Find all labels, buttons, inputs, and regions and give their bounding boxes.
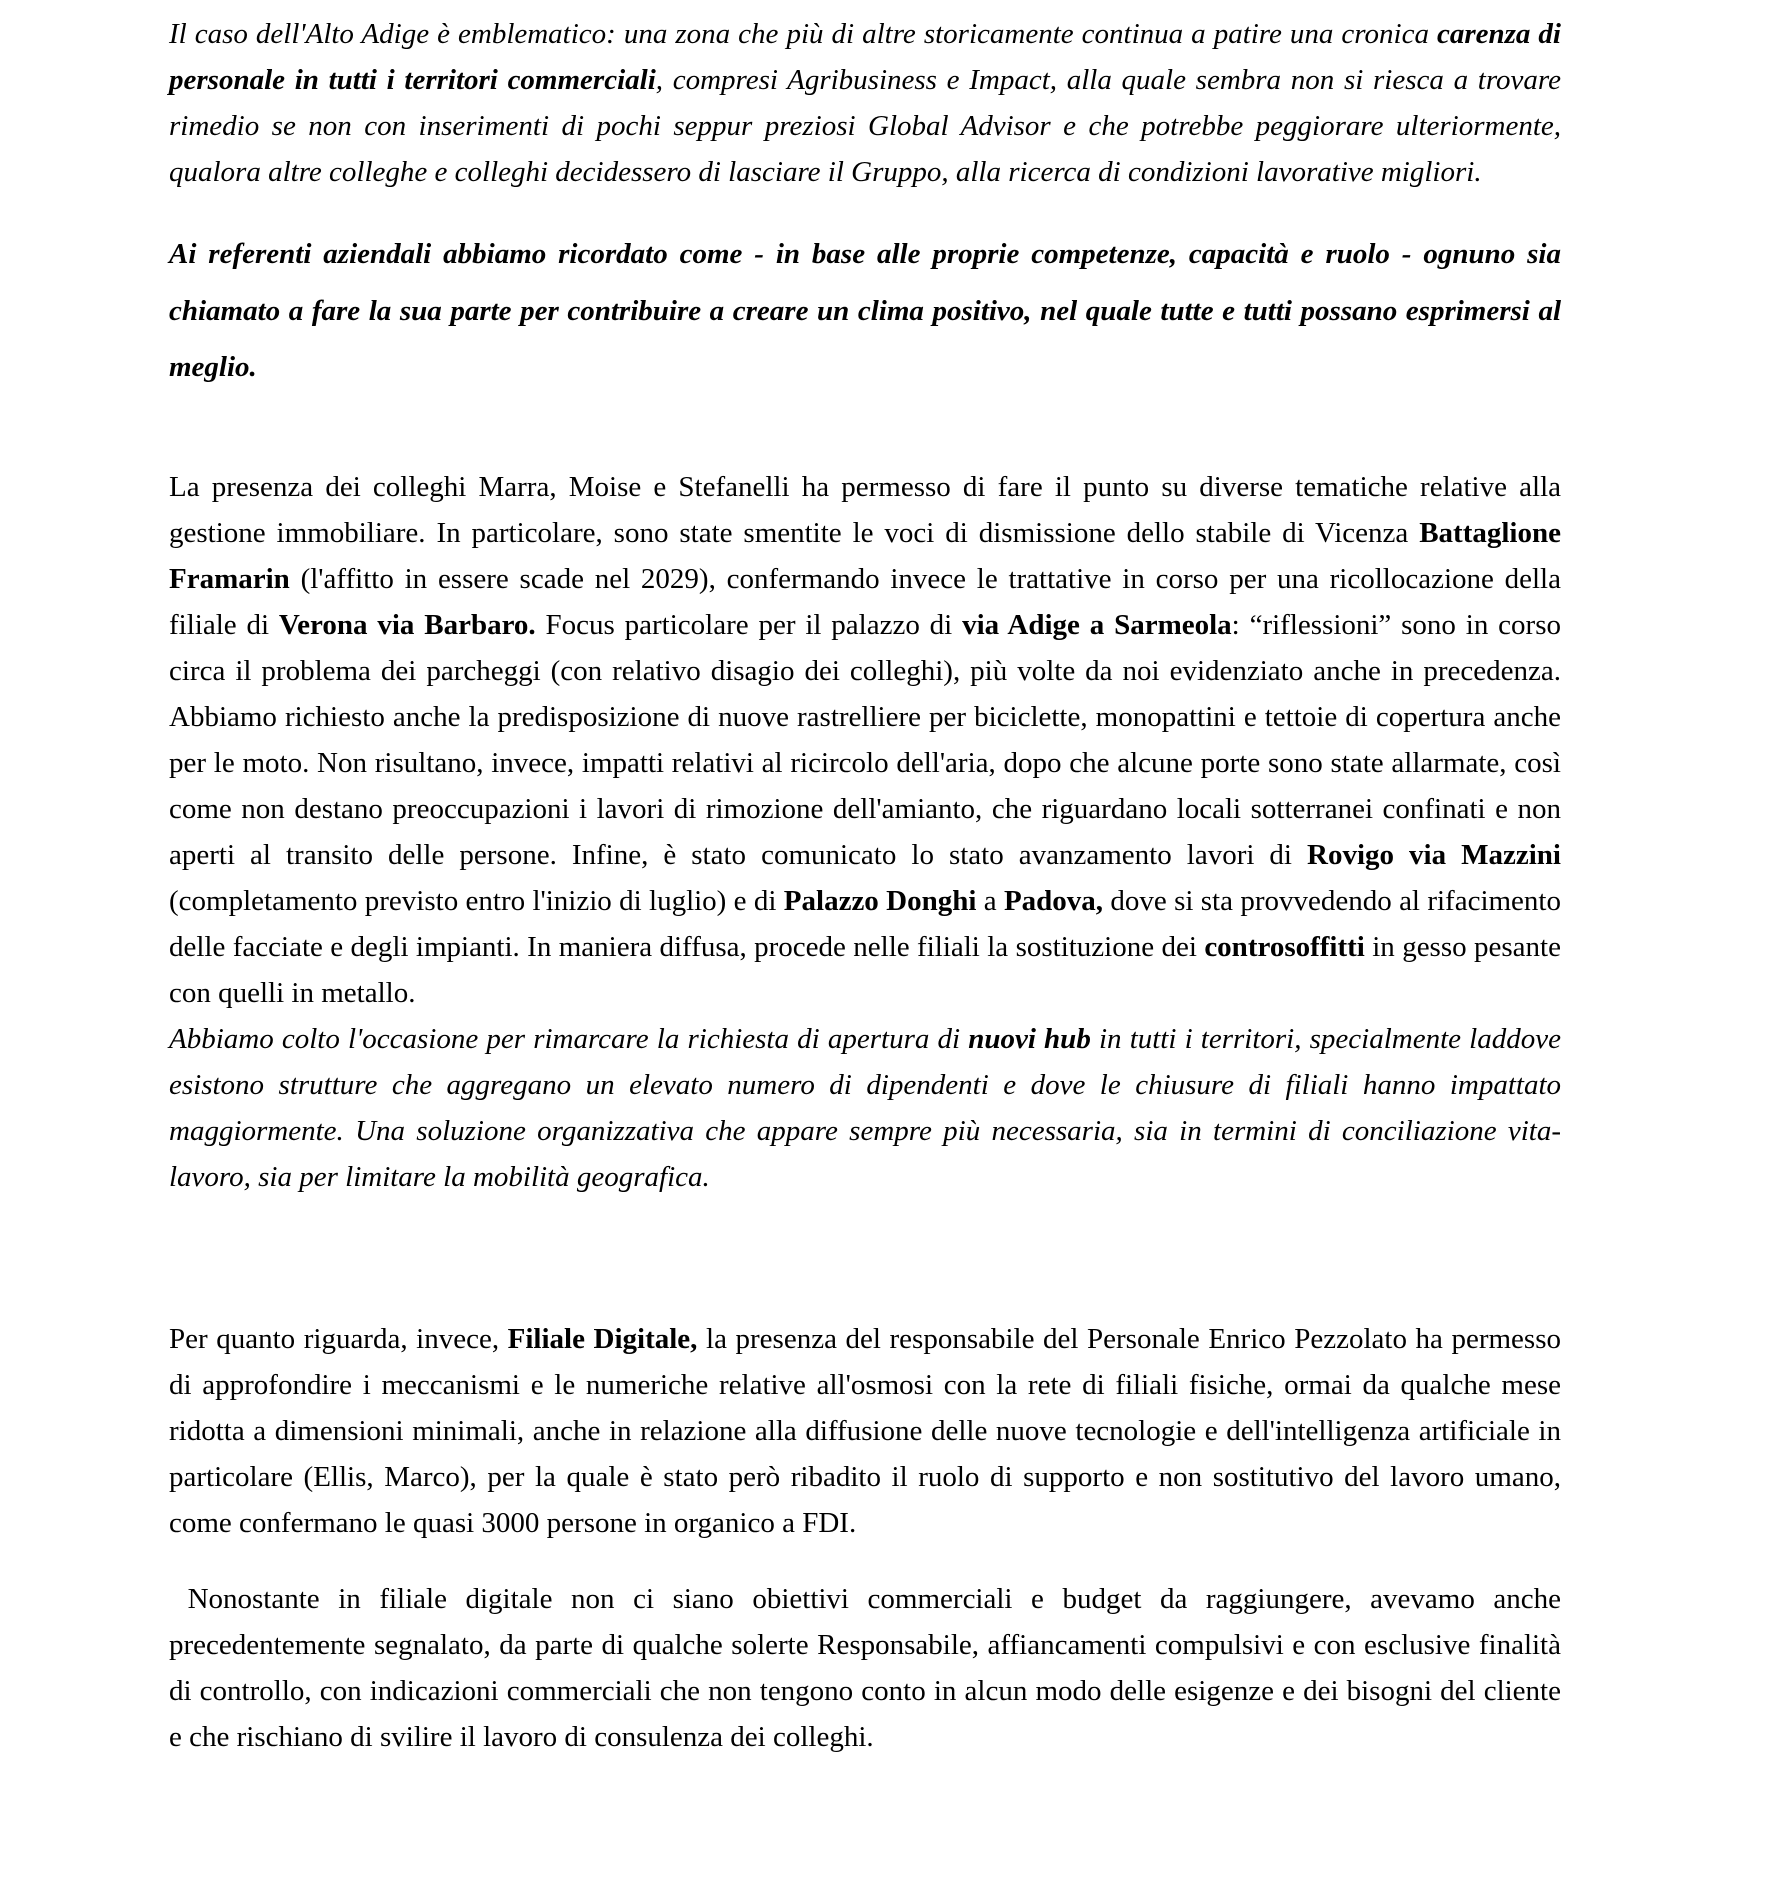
text-run: in gesso pesante con quelli in metallo.: [169, 931, 1561, 1009]
text-run: Focus particolare per il palazzo di: [535, 609, 963, 641]
bold-text-run: nuovi hub: [968, 1023, 1091, 1055]
bold-text-run: Padova,: [1003, 885, 1104, 917]
text-run: la presenza del responsabile del Personale Enrico Pezzolato ha permesso di approfondire i meccanismi e le numeriche relative all'osmosi con la rete di filiali fisiche, ormai da qualche mese ridotta a dimensioni minimali, anche in relazione alla diffusione delle nuove tecnologie e dell'intelligenza artificiale in particolare (Ellis, Marco), per la quale è stato però ribadito il ruolo di supporto e non sostitutivo del lavoro umano, come confermano le quasi 3000 persone in organico a FDI.: [169, 1323, 1561, 1539]
text-run: Per quanto riguarda, invece,: [169, 1323, 508, 1355]
paragraph-referenti-aziendali: [169, 226, 1561, 396]
text-run: (completamento previsto entro l'inizio di luglio) e di: [169, 885, 784, 917]
text-run: , compresi Agribusiness e Impact, alla quale sembra non si riesca a trovare rimedio se non con inserimenti di pochi seppur preziosi Global Advisor e che potrebbe peggiorare ulteriormente, qualora altre colleghe e colleghi decidessero di lasciare il Gruppo, alla ricerca di condizioni lavorative migliori.: [169, 64, 1561, 188]
text-run: La presenza dei colleghi Marra, Moise e Stefanelli ha permesso di fare il punto su diverse tematiche relative alla gestione immobiliare. In particolare, sono state smentite le voci di dismissione dello stabile di Vicenza: [169, 471, 1561, 549]
text-run: a: [976, 885, 1004, 917]
bold-text-run: Verona via Barbaro.: [278, 609, 536, 641]
text-run: in tutti i territori, specialmente laddove esistono strutture che aggregano un elevato numero di dipendenti e dove le chiusure di filiali hanno impattato maggiormente. Una soluzione organizzativa che appare sempre più necessaria, sia in termini di conciliazione vita-lavoro, sia per limitare la mobilità geografica.: [169, 1023, 1561, 1193]
paragraph-nuovi-hub: [169, 1016, 1561, 1200]
bold-text-run: Battaglione Framarin: [169, 517, 1561, 595]
bold-text-run: controsoffitti: [1204, 931, 1365, 963]
text-run: dove si sta provvedendo al rifacimento delle facciate e degli impianti. In maniera diffusa, procede nelle filiali la sostituzione dei: [169, 885, 1561, 963]
text-run: Ai referenti aziendali abbiamo ricordato come - in base alle proprie competenze, capacità e ruolo - ognuno sia chiamato a fare la sua parte per contribuire a creare un clima positivo, nel quale tutte e tutti possano esprimersi al meglio.: [169, 238, 1561, 383]
bold-text-run: Palazzo Donghi: [783, 885, 977, 917]
bold-text-run: Filiale Digitale,: [507, 1323, 698, 1355]
text-run: Nonostante in filiale digitale non ci siano obiettivi commerciali e budget da raggiungere, avevamo anche precedentemente segnalato, da parte di qualche solerte Responsabile, affiancamenti compulsivi e con esclusive finalità di controllo, con indicazioni commerciali che non tengono conto in alcun modo delle esigenze e dei bisogni del cliente e che rischiano di svilire il lavoro di consulenza dei colleghi.: [169, 1583, 1569, 1753]
bold-text-run: Rovigo via Mazzini: [1307, 839, 1561, 871]
text-run: : “riflessioni” sono in corso circa il problema dei parcheggi (con relativo disagio dei colleghi), più volte da noi evidenziato anche in precedenza. Abbiamo richiesto anche la predisposizione di nuove rastrelliere per biciclette, monopattini e tettoie di copertura anche per le moto. Non risultano, invece, impatti relativi al ricircolo dell'aria, dopo che alcune porte sono state allarmate, così come non destano preoccupazioni i lavori di rimozione dell'amianto, che riguardano locali sotterranei confinati e non aperti al transito delle persone. Infine, è stato comunicato lo stato avanzamento lavori di: [169, 609, 1561, 871]
text-run: (l'affitto in essere scade nel 2029), confermando invece le trattative in corso per una ricollocazione della filiale di: [169, 563, 1561, 641]
section-gestione-immobiliare: [169, 464, 1561, 1200]
paragraph-gestione-immobiliare: [169, 464, 1561, 1016]
text-run: Abbiamo colto l'occasione per rimarcare la richiesta di apertura di: [169, 1023, 969, 1055]
paragraph-affiancamenti: [169, 1576, 1569, 1760]
paragraph-alto-adige: [169, 11, 1561, 195]
text-run: Il caso dell'Alto Adige è emblematico: una zona che più di altre storicamente continua a patire una cronica: [169, 18, 1437, 50]
paragraph-filiale-digitale: [169, 1316, 1561, 1546]
bold-text-run: carenza di personale in tutti i territori commerciali: [169, 18, 1561, 96]
bold-text-run: via Adige a Sarmeola: [962, 609, 1232, 641]
